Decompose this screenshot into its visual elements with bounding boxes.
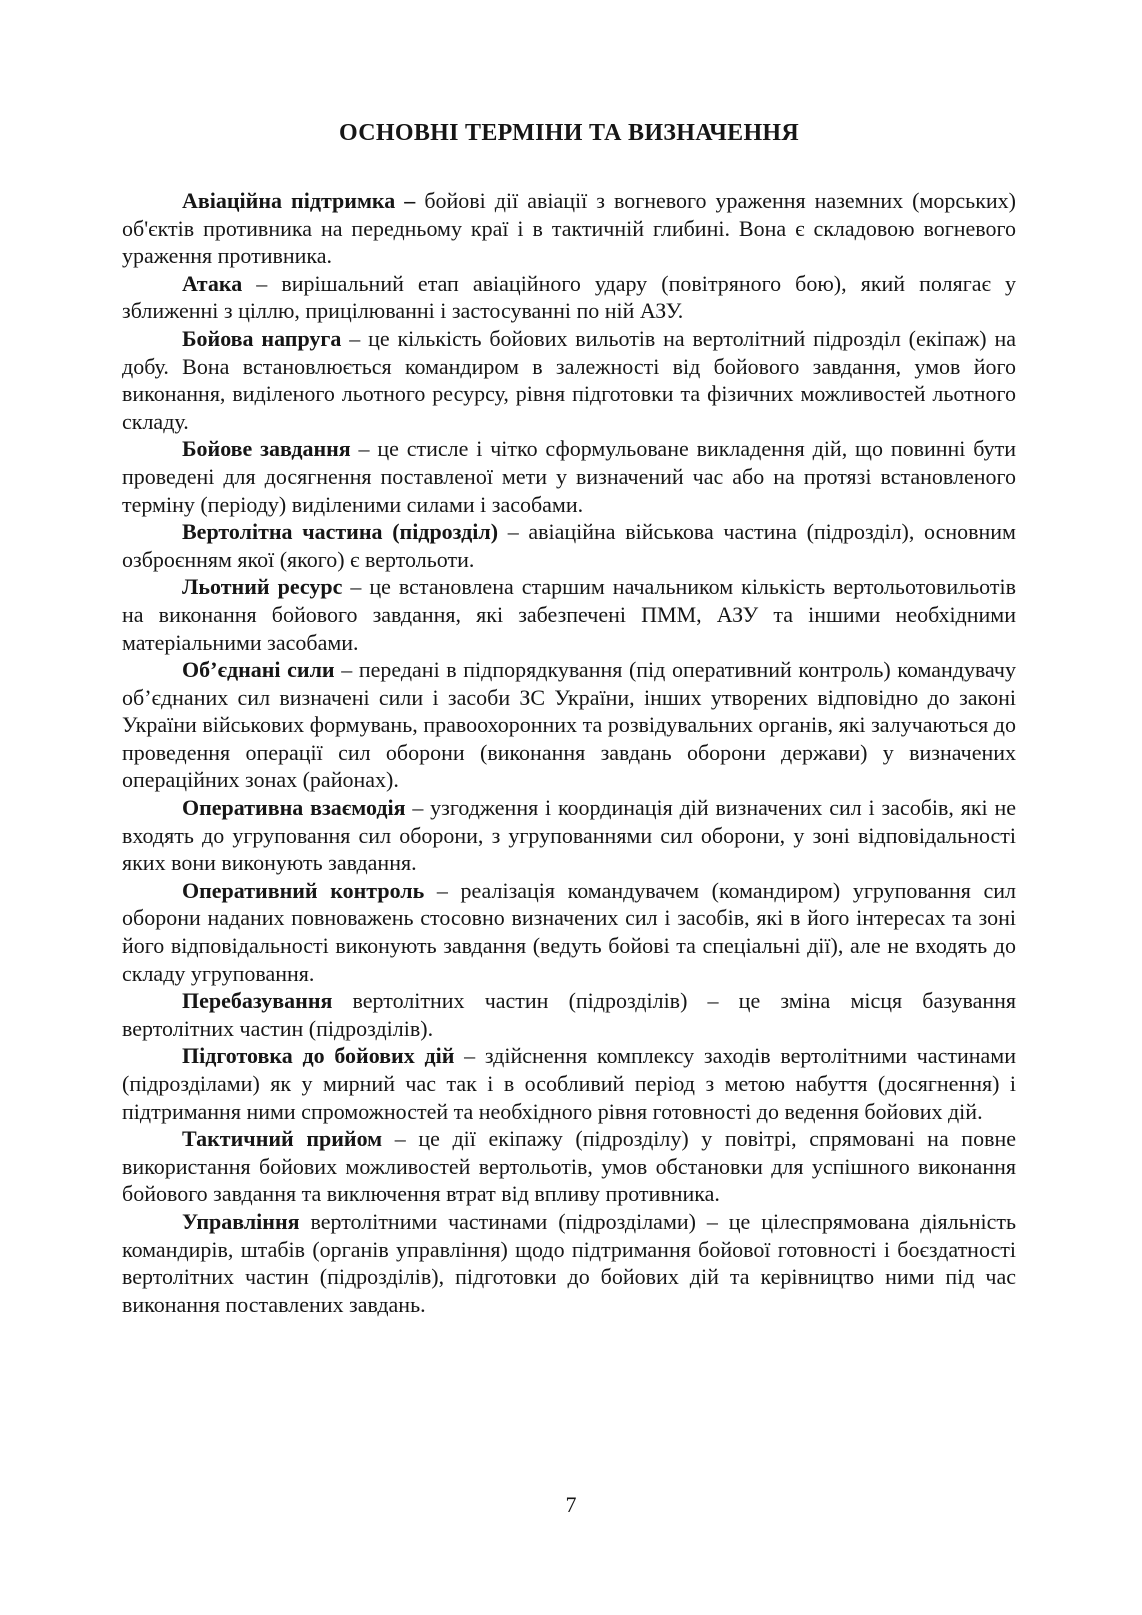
definition-text: – реалізація командувачем (командиром) угруповання сил оборони наданих повноважень стосовно визначених сил і засобів, які в його інтересах та зоні його відповідальності виконують завдання (ведуть бойові та спеціальні дії), але не входять до складу угруповання. xyxy=(122,877,1016,986)
definition-text: бойові дії авіації з вогневого ураження наземних (морських) об'єктів противника на передньому краї і в тактичній глибині. Вона є складовою вогневого ураження противника. xyxy=(122,188,1016,269)
definition-term: Атака xyxy=(182,270,243,296)
definition-text: – передані в підпорядкування (під оперативний контроль) командувачу об’єднаних сил визначені сили і засоби ЗС України, інших утворених відповідно до законі України військових формувань, правоохоронних та розвідувальних органів, які залучаються до проведення операції сил оборони (виконання завдань оборони держави) у визначених операційних зонах (районах). xyxy=(122,657,1016,793)
definition-paragraph xyxy=(122,987,1016,1042)
definition-text: – це встановлена старшим начальником кількість вертольотовильотів на виконання бойового завдання, які забезпечені ПММ, АЗУ та іншими необхідними матеріальними засобами. xyxy=(122,574,1016,655)
definition-term: Льотний ресурс xyxy=(182,574,343,600)
definition-text: – це стисле і чітко сформульоване викладення дій, що повинні бути проведені для досягнення поставленої мети у визначений час або на протязі встановленого терміну (періоду) виділеними силами і засобами. xyxy=(122,436,1016,517)
definition-paragraph xyxy=(122,877,1016,987)
definition-term: Вертолітна частина (підрозділ) xyxy=(182,519,499,545)
definition-term: Управління xyxy=(182,1208,300,1234)
definition-term: Підготовка до бойових дій xyxy=(182,1043,455,1069)
definition-text: – це дії екіпажу (підрозділу) у повітрі, спрямовані на повне використання бойових можливостей вертольотів, умов обстановки для успішного виконання бойового завдання та виключення втрат від впливу противника. xyxy=(122,1126,1016,1207)
definition-paragraph xyxy=(122,187,1016,270)
definition-paragraph xyxy=(122,518,1016,573)
definitions-list xyxy=(122,187,1016,1318)
definition-paragraph xyxy=(122,794,1016,877)
definition-term: Бойове завдання xyxy=(182,436,351,462)
definition-text: вертолітних частин (підрозділів) – це зміна місця базування вертолітних частин (підрозділів). xyxy=(122,988,1016,1041)
definition-paragraph xyxy=(122,325,1016,435)
definition-term: Бойова напруга xyxy=(182,325,342,351)
definition-text: – авіаційна військова частина (підрозділ), основним озброєнням якої (якого) є вертольоти. xyxy=(122,519,1016,572)
definition-term: Оперативний контроль xyxy=(182,877,425,903)
definition-text: – узгодження і координація дій визначених сил і засобів, які не входять до угруповання сил оборони, з угрупованнями сил оборони, у зоні відповідальності яких вони виконують завдання. xyxy=(122,795,1016,876)
definition-paragraph xyxy=(122,270,1016,325)
definition-term: Авіаційна підтримка – xyxy=(182,188,416,213)
definition-term: Перебазування xyxy=(182,988,333,1014)
definition-term: Оперативна взаємодія xyxy=(182,795,406,821)
definition-paragraph xyxy=(122,435,1016,518)
definition-paragraph xyxy=(122,656,1016,794)
definition-text: – здійснення комплексу заходів вертолітними частинами (підрозділами) як у мирний час так і в особливий період з метою набуття (досягнення) і підтримання ними спроможностей та необхідного рівня готовності до ведення бойових дій. xyxy=(122,1043,1016,1124)
definition-term: Об’єднані сили xyxy=(182,657,335,683)
definition-paragraph xyxy=(122,1125,1016,1208)
page-title: ОСНОВНІ ТЕРМІНИ ТА ВИЗНАЧЕННЯ xyxy=(338,120,800,146)
definition-paragraph xyxy=(122,573,1016,656)
definition-paragraph xyxy=(122,1042,1016,1125)
page-number: 7 xyxy=(565,1492,577,1517)
definition-paragraph xyxy=(122,1208,1016,1318)
definition-text: – вирішальний етап авіаційного удару (повітряного бою), який полягає у зближенні з ціллю, прицілюванні і застосуванні по ній АЗУ. xyxy=(122,270,1016,324)
definition-term: Тактичний прийом xyxy=(182,1126,383,1152)
definition-text: – це кількість бойових вильотів на вертолітний підрозділ (екіпаж) на добу. Вона встановлюється командиром в залежності від бойового завдання, умов його виконання, виділеного льотного ресурсу, рівня підготовки та фізичних можливостей льотного складу. xyxy=(122,325,1016,434)
page-content xyxy=(122,0,1016,1318)
definition-text: вертолітними частинами (підрозділами) – це цілеспрямована діяльність командирів, штабів (органів управління) щодо підтримання бойової готовності і боєздатності вертолітних частин (підрозділів), підготовки до бойових дій та керівництво ними під час виконання поставлених завдань. xyxy=(122,1208,1016,1317)
